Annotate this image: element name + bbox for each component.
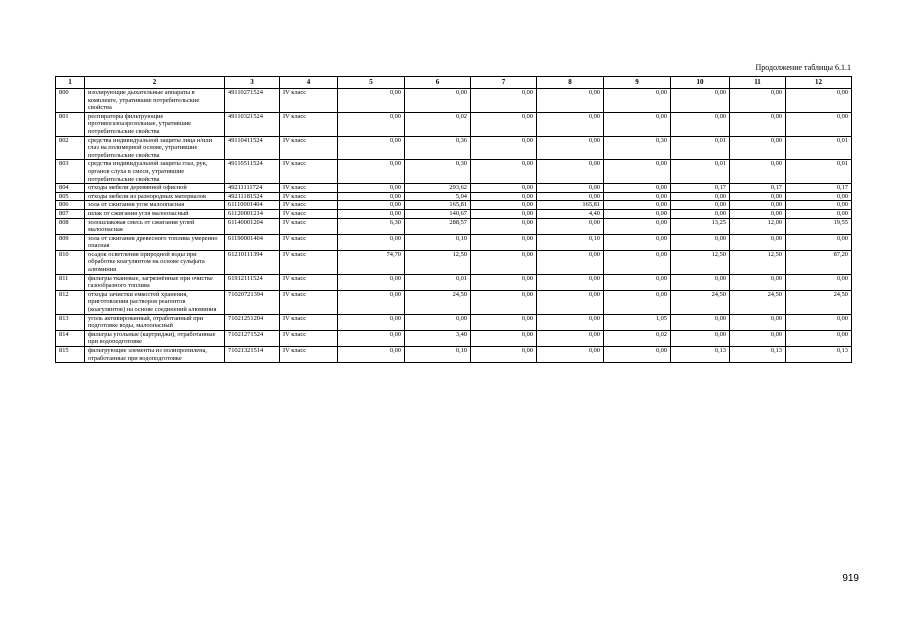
value-col-7-cell: 0,00 xyxy=(471,209,537,218)
value-col-7-cell: 0,00 xyxy=(471,112,537,136)
value-col-11-cell: 24,50 xyxy=(730,290,786,314)
value-col-12-cell: 24,50 xyxy=(786,290,852,314)
hazard-class-cell: IV класс xyxy=(280,192,338,201)
table-row xyxy=(56,274,852,290)
table-row xyxy=(56,314,852,330)
value-col-8-cell: 0,00 xyxy=(537,347,604,363)
value-col-6-cell: 0,10 xyxy=(405,234,471,250)
column-header: 3 xyxy=(225,77,280,89)
fkko-code-cell: 71020721394 xyxy=(225,290,280,314)
value-col-9-cell: 0,02 xyxy=(604,330,671,346)
value-col-6-cell: 5,04 xyxy=(405,192,471,201)
waste-name-cell: средства индивидуальной защиты лица и/или глаз на полимерной основе, утратившие потребительские свойства xyxy=(85,136,225,160)
column-header: 1 xyxy=(56,77,85,89)
value-col-9-cell: 0,00 xyxy=(604,192,671,201)
value-col-7-cell: 0,00 xyxy=(471,89,537,113)
fkko-code-cell: 61190001404 xyxy=(225,234,280,250)
value-col-11-cell: 12,50 xyxy=(730,250,786,274)
value-col-12-cell: 0,01 xyxy=(786,136,852,160)
fkko-code-cell: 71021271524 xyxy=(225,330,280,346)
value-col-9-cell: 1,05 xyxy=(604,314,671,330)
value-col-9-cell: 0,00 xyxy=(604,112,671,136)
row-number-cell: 802 xyxy=(56,136,85,160)
value-col-8-cell: 0,00 xyxy=(537,184,604,193)
table-row xyxy=(56,218,852,234)
value-col-8-cell: 0,00 xyxy=(537,192,604,201)
waste-name-cell: фильтры тканевые, загрязнённые при очистке газообразного топлива xyxy=(85,274,225,290)
value-col-11-cell: 0,00 xyxy=(730,160,786,184)
table-row xyxy=(56,192,852,201)
hazard-class-cell: IV класс xyxy=(280,89,338,113)
value-col-12-cell: 0,00 xyxy=(786,201,852,210)
value-col-8-cell: 0,00 xyxy=(537,274,604,290)
row-number-cell: 803 xyxy=(56,160,85,184)
value-col-11-cell: 0,00 xyxy=(730,234,786,250)
value-col-11-cell: 0,00 xyxy=(730,209,786,218)
fkko-code-cell: 61140001204 xyxy=(225,218,280,234)
value-col-12-cell: 0,00 xyxy=(786,89,852,113)
column-header: 9 xyxy=(604,77,671,89)
value-col-7-cell: 0,00 xyxy=(471,234,537,250)
value-col-7-cell: 0,00 xyxy=(471,160,537,184)
row-number-cell: 810 xyxy=(56,250,85,274)
fkko-code-cell: 49110271524 xyxy=(225,89,280,113)
value-col-7-cell: 0,00 xyxy=(471,136,537,160)
hazard-class-cell: IV класс xyxy=(280,209,338,218)
waste-name-cell: золошлаковая смесь от сжигания углей малоопасная xyxy=(85,218,225,234)
table-row xyxy=(56,112,852,136)
waste-name-cell: фильтрующие элементы из полипропилена, отработанные при водоподготовке xyxy=(85,347,225,363)
value-col-8-cell: 0,00 xyxy=(537,314,604,330)
value-col-6-cell: 0,30 xyxy=(405,160,471,184)
row-number-cell: 813 xyxy=(56,314,85,330)
value-col-9-cell: 0,00 xyxy=(604,347,671,363)
value-col-8-cell: 0,00 xyxy=(537,330,604,346)
value-col-6-cell: 3,40 xyxy=(405,330,471,346)
fkko-code-cell: 49110321524 xyxy=(225,112,280,136)
row-number-cell: 815 xyxy=(56,347,85,363)
value-col-8-cell: 0,00 xyxy=(537,112,604,136)
table-row xyxy=(56,330,852,346)
value-col-5-cell: 6,30 xyxy=(338,218,405,234)
value-col-12-cell: 0,01 xyxy=(786,160,852,184)
value-col-6-cell: 0,00 xyxy=(405,314,471,330)
row-number-cell: 800 xyxy=(56,89,85,113)
value-col-11-cell: 0,00 xyxy=(730,330,786,346)
value-col-10-cell: 0,01 xyxy=(671,136,730,160)
table-row xyxy=(56,234,852,250)
value-col-7-cell: 0,00 xyxy=(471,347,537,363)
value-col-10-cell: 12,50 xyxy=(671,250,730,274)
value-col-5-cell: 0,00 xyxy=(338,89,405,113)
fkko-code-cell: 71021251204 xyxy=(225,314,280,330)
value-col-12-cell: 19,55 xyxy=(786,218,852,234)
value-col-10-cell: 0,00 xyxy=(671,201,730,210)
value-col-11-cell: 0,00 xyxy=(730,136,786,160)
value-col-8-cell: 0,10 xyxy=(537,234,604,250)
waste-name-cell: отходы мебели из разнородных материалов xyxy=(85,192,225,201)
waste-name-cell: респираторы фильтрующие противогазоаэрозольные, утратившие потребительские свойства xyxy=(85,112,225,136)
value-col-10-cell: 0,00 xyxy=(671,234,730,250)
waste-name-cell: средства индивидуальной защиты глаз, рук, органов слуха в смеси, утратившие потребительские свойства xyxy=(85,160,225,184)
hazard-class-cell: IV класс xyxy=(280,250,338,274)
fkko-code-cell: 61210111394 xyxy=(225,250,280,274)
value-col-5-cell: 0,00 xyxy=(338,209,405,218)
waste-name-cell: зола от сжигания угля малоопасная xyxy=(85,201,225,210)
row-number-cell: 812 xyxy=(56,290,85,314)
column-header: 4 xyxy=(280,77,338,89)
value-col-5-cell: 0,00 xyxy=(338,136,405,160)
row-number-cell: 805 xyxy=(56,192,85,201)
value-col-9-cell: 0,00 xyxy=(604,290,671,314)
value-col-8-cell: 4,40 xyxy=(537,209,604,218)
hazard-class-cell: IV класс xyxy=(280,160,338,184)
value-col-9-cell: 0,00 xyxy=(604,184,671,193)
hazard-class-cell: IV класс xyxy=(280,201,338,210)
value-col-6-cell: 0,36 xyxy=(405,136,471,160)
table-row xyxy=(56,136,852,160)
waste-name-cell: осадок осветления природной воды при обработке коагулянтом на основе сульфата алюминия xyxy=(85,250,225,274)
value-col-6-cell: 0,01 xyxy=(405,274,471,290)
fkko-code-cell: 61120001214 xyxy=(225,209,280,218)
table-continuation-caption: Продолжение таблицы 6.1.1 xyxy=(755,63,851,72)
value-col-10-cell: 0,00 xyxy=(671,89,730,113)
value-col-11-cell: 0,00 xyxy=(730,89,786,113)
value-col-5-cell: 0,00 xyxy=(338,234,405,250)
value-col-12-cell: 0,00 xyxy=(786,209,852,218)
table-row xyxy=(56,250,852,274)
table-header-row xyxy=(56,77,852,89)
value-col-7-cell: 0,00 xyxy=(471,218,537,234)
row-number-cell: 801 xyxy=(56,112,85,136)
value-col-6-cell: 12,50 xyxy=(405,250,471,274)
value-col-11-cell: 12,00 xyxy=(730,218,786,234)
value-col-5-cell: 74,70 xyxy=(338,250,405,274)
page-number: 919 xyxy=(842,573,859,584)
value-col-10-cell: 0,00 xyxy=(671,274,730,290)
row-number-cell: 807 xyxy=(56,209,85,218)
value-col-10-cell: 0,17 xyxy=(671,184,730,193)
value-col-5-cell: 0,00 xyxy=(338,274,405,290)
value-col-8-cell: 0,00 xyxy=(537,218,604,234)
waste-name-cell: изолирующие дыхательные аппараты в комплекте, утратившие потребительские свойства xyxy=(85,89,225,113)
value-col-11-cell: 0,00 xyxy=(730,112,786,136)
column-header: 10 xyxy=(671,77,730,89)
value-col-7-cell: 0,00 xyxy=(471,201,537,210)
value-col-8-cell: 0,00 xyxy=(537,160,604,184)
table-row xyxy=(56,290,852,314)
value-col-8-cell: 0,00 xyxy=(537,250,604,274)
value-col-9-cell: 0,00 xyxy=(604,160,671,184)
hazard-class-cell: IV класс xyxy=(280,112,338,136)
waste-name-cell: шлак от сжигания угля малоопасный xyxy=(85,209,225,218)
value-col-9-cell: 0,00 xyxy=(604,89,671,113)
value-col-8-cell: 0,00 xyxy=(537,290,604,314)
value-col-7-cell: 0,00 xyxy=(471,184,537,193)
value-col-6-cell: 165,81 xyxy=(405,201,471,210)
value-col-12-cell: 0,00 xyxy=(786,112,852,136)
value-col-7-cell: 0,00 xyxy=(471,250,537,274)
value-col-6-cell: 288,57 xyxy=(405,218,471,234)
column-header: 7 xyxy=(471,77,537,89)
value-col-5-cell: 0,00 xyxy=(338,112,405,136)
value-col-12-cell: 0,00 xyxy=(786,234,852,250)
value-col-9-cell: 0,00 xyxy=(604,218,671,234)
table-body xyxy=(56,89,852,363)
column-header: 5 xyxy=(338,77,405,89)
value-col-6-cell: 0,00 xyxy=(405,89,471,113)
value-col-7-cell: 0,00 xyxy=(471,314,537,330)
row-number-cell: 814 xyxy=(56,330,85,346)
hazard-class-cell: IV класс xyxy=(280,218,338,234)
value-col-5-cell: 0,00 xyxy=(338,330,405,346)
fkko-code-cell: 49110411524 xyxy=(225,136,280,160)
hazard-class-cell: IV класс xyxy=(280,184,338,193)
value-col-8-cell: 0,00 xyxy=(537,136,604,160)
value-col-6-cell: 0,10 xyxy=(405,347,471,363)
column-header: 8 xyxy=(537,77,604,89)
value-col-7-cell: 0,00 xyxy=(471,192,537,201)
value-col-5-cell: 0,00 xyxy=(338,201,405,210)
value-col-9-cell: 0,00 xyxy=(604,250,671,274)
value-col-8-cell: 0,00 xyxy=(537,89,604,113)
value-col-10-cell: 0,00 xyxy=(671,209,730,218)
column-header: 2 xyxy=(85,77,225,89)
fkko-code-cell: 61912111524 xyxy=(225,274,280,290)
fkko-code-cell: 61110001404 xyxy=(225,201,280,210)
value-col-5-cell: 0,00 xyxy=(338,347,405,363)
value-col-10-cell: 0,00 xyxy=(671,192,730,201)
value-col-11-cell: 0,13 xyxy=(730,347,786,363)
waste-name-cell: отходы зачистки емкостей хранения, приготовления растворов реагентов (коагулянтов) на основе соединений алюминия xyxy=(85,290,225,314)
waste-name-cell: зола от сжигания древесного топлива умеренно опасная xyxy=(85,234,225,250)
column-header: 11 xyxy=(730,77,786,89)
hazard-class-cell: IV класс xyxy=(280,347,338,363)
waste-name-cell: фильтры угольные (картриджи), отработанные при водоподготовке xyxy=(85,330,225,346)
hazard-class-cell: IV класс xyxy=(280,136,338,160)
value-col-10-cell: 0,00 xyxy=(671,112,730,136)
value-col-8-cell: 165,81 xyxy=(537,201,604,210)
value-col-6-cell: 140,67 xyxy=(405,209,471,218)
value-col-9-cell: 0,30 xyxy=(604,136,671,160)
value-col-11-cell: 0,00 xyxy=(730,314,786,330)
value-col-12-cell: 0,17 xyxy=(786,184,852,193)
value-col-6-cell: 24,50 xyxy=(405,290,471,314)
table-row xyxy=(56,160,852,184)
column-header: 6 xyxy=(405,77,471,89)
value-col-10-cell: 24,50 xyxy=(671,290,730,314)
value-col-9-cell: 0,00 xyxy=(604,209,671,218)
hazard-class-cell: IV класс xyxy=(280,330,338,346)
value-col-6-cell: 293,62 xyxy=(405,184,471,193)
table-row xyxy=(56,201,852,210)
value-col-12-cell: 0,13 xyxy=(786,347,852,363)
value-col-9-cell: 0,00 xyxy=(604,274,671,290)
value-col-10-cell: 13,25 xyxy=(671,218,730,234)
value-col-7-cell: 0,00 xyxy=(471,290,537,314)
value-col-5-cell: 0,00 xyxy=(338,314,405,330)
hazard-class-cell: IV класс xyxy=(280,314,338,330)
value-col-11-cell: 0,00 xyxy=(730,274,786,290)
column-header: 12 xyxy=(786,77,852,89)
value-col-10-cell: 0,01 xyxy=(671,160,730,184)
waste-name-cell: отходы мебели деревянной офисной xyxy=(85,184,225,193)
fkko-code-cell: 49211181524 xyxy=(225,192,280,201)
waste-name-cell: уголь активированный, отработанный при подготовке воды, малоопасный xyxy=(85,314,225,330)
waste-table xyxy=(55,76,852,363)
table-row xyxy=(56,184,852,193)
value-col-12-cell: 0,00 xyxy=(786,314,852,330)
value-col-5-cell: 0,00 xyxy=(338,192,405,201)
hazard-class-cell: IV класс xyxy=(280,234,338,250)
table-row xyxy=(56,89,852,113)
value-col-9-cell: 0,00 xyxy=(604,201,671,210)
row-number-cell: 808 xyxy=(56,218,85,234)
fkko-code-cell: 49110511524 xyxy=(225,160,280,184)
row-number-cell: 809 xyxy=(56,234,85,250)
value-col-12-cell: 87,20 xyxy=(786,250,852,274)
row-number-cell: 811 xyxy=(56,274,85,290)
value-col-10-cell: 0,13 xyxy=(671,347,730,363)
hazard-class-cell: IV класс xyxy=(280,274,338,290)
row-number-cell: 806 xyxy=(56,201,85,210)
value-col-11-cell: 0,17 xyxy=(730,184,786,193)
value-col-12-cell: 0,00 xyxy=(786,330,852,346)
value-col-10-cell: 0,00 xyxy=(671,314,730,330)
value-col-10-cell: 0,00 xyxy=(671,330,730,346)
value-col-7-cell: 0,00 xyxy=(471,274,537,290)
value-col-11-cell: 0,00 xyxy=(730,192,786,201)
value-col-6-cell: 0,02 xyxy=(405,112,471,136)
value-col-7-cell: 0,00 xyxy=(471,330,537,346)
table-row xyxy=(56,209,852,218)
table-row xyxy=(56,347,852,363)
value-col-5-cell: 0,00 xyxy=(338,160,405,184)
value-col-11-cell: 0,00 xyxy=(730,201,786,210)
fkko-code-cell: 71021321514 xyxy=(225,347,280,363)
value-col-5-cell: 0,00 xyxy=(338,290,405,314)
value-col-9-cell: 0,00 xyxy=(604,234,671,250)
value-col-12-cell: 0,00 xyxy=(786,274,852,290)
value-col-5-cell: 0,00 xyxy=(338,184,405,193)
fkko-code-cell: 49211111724 xyxy=(225,184,280,193)
row-number-cell: 804 xyxy=(56,184,85,193)
hazard-class-cell: IV класс xyxy=(280,290,338,314)
value-col-12-cell: 0,00 xyxy=(786,192,852,201)
